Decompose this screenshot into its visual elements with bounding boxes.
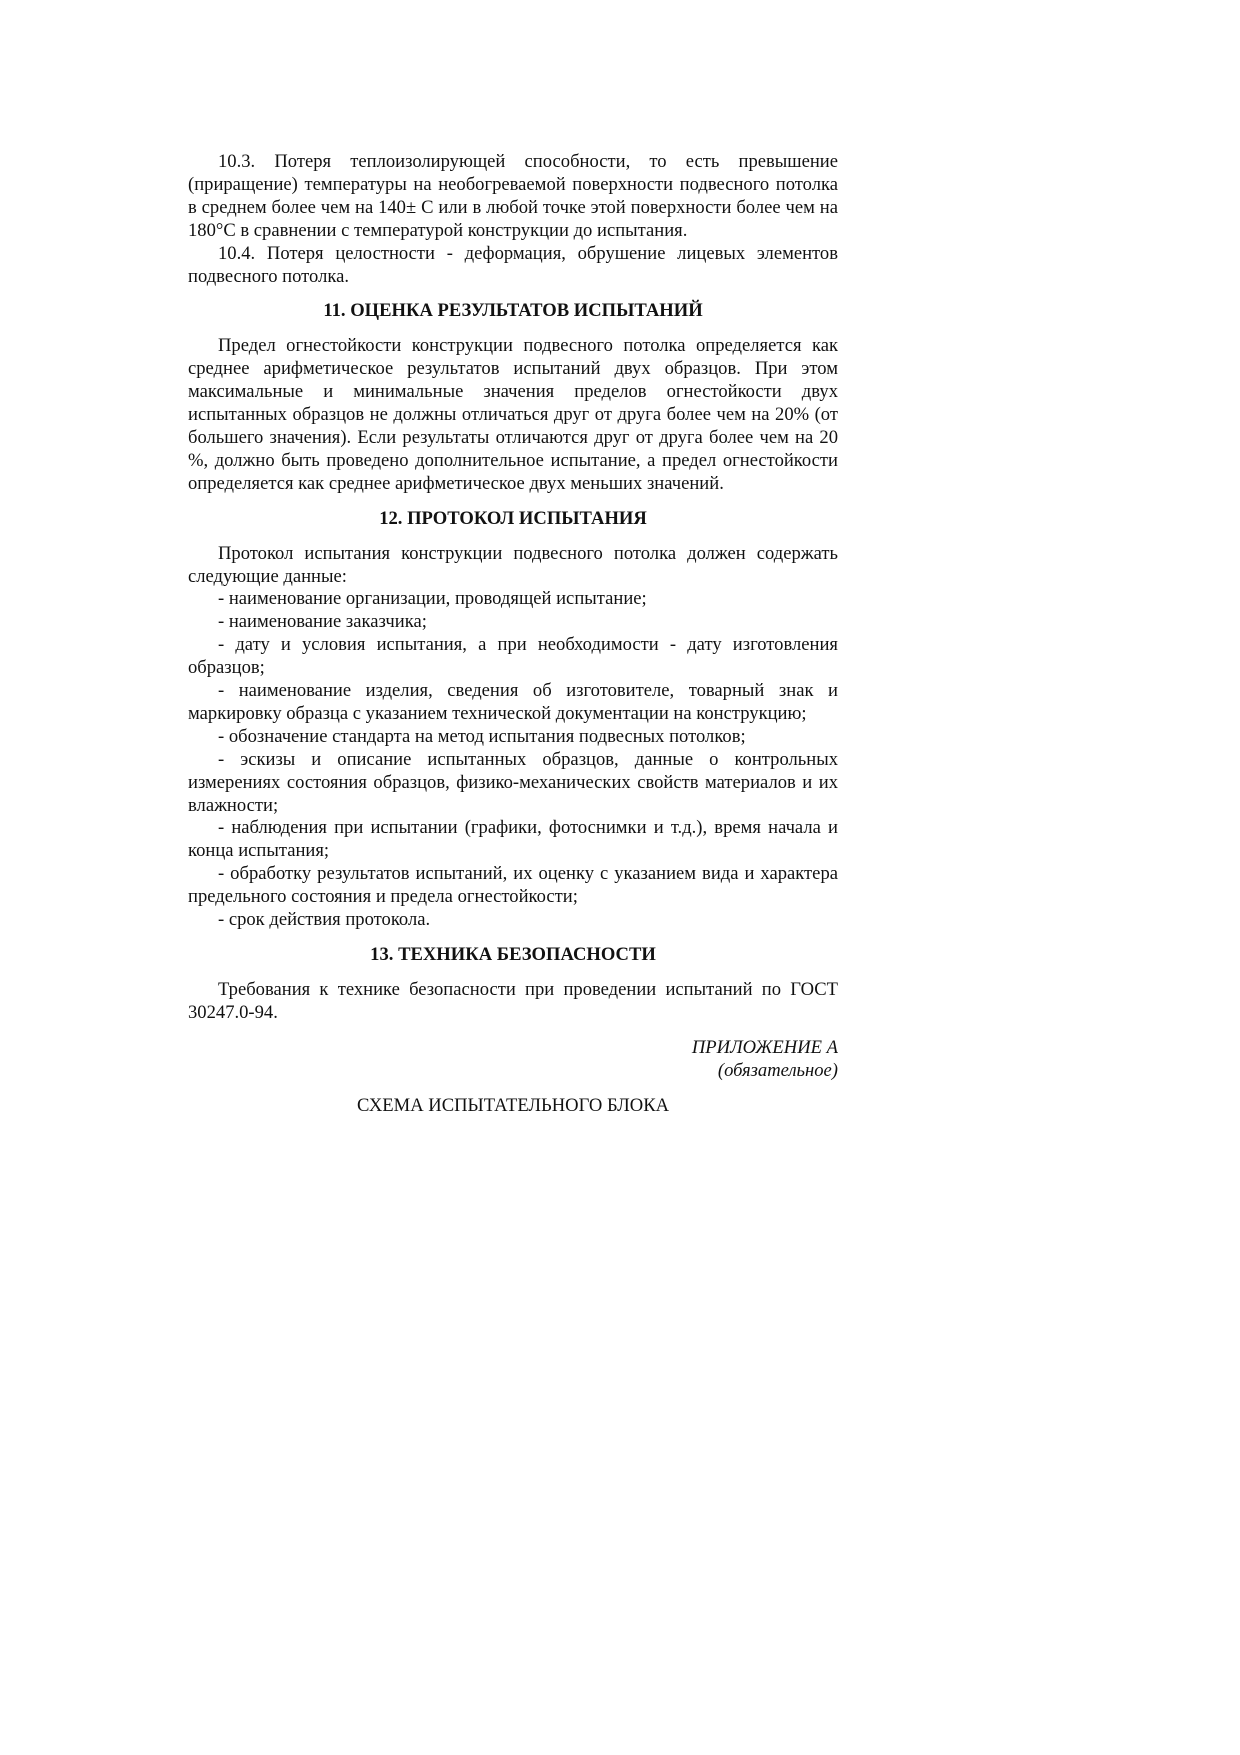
paragraph-10-3: 10.3. Потеря теплоизолирующей способности, то есть превышение (приращение) температуры на необогреваемой поверхности подвесного потолка в среднем более чем на 140± С или в любой точке этой поверхности более чем на 180°С в сравнении с температурой конструкции до испытания.: [188, 151, 838, 241]
protocol-item: - эскизы и описание испытанных образцов, данные о контрольных измерениях состояния образцов, физико-механических свойств материалов и их влажности;: [188, 748, 838, 816]
protocol-item: - дату и условия испытания, а при необходимости - дату изготовления образцов;: [188, 634, 838, 679]
protocol-item: - срок действия протокола.: [218, 909, 431, 931]
paragraph-10-4: 10.4. Потеря целостности - деформация, обрушение лицевых элементов подвесного потолка.: [188, 242, 838, 287]
appendix-label: ПРИЛОЖЕНИЕ А: [691, 1036, 838, 1058]
appendix-header: [188, 1037, 838, 1083]
document-page: [188, 151, 838, 1117]
section-11-text: Предел огнестойкости конструкции подвесного потолка определяется как среднее арифметическое результатов испытаний двух образцов. При этом максимальные и минимальные значения пределов огнестойкости двух испытанных образцов не должны отличаться друг от друга более чем на 20% (от большего значения). Если результаты отличаются друг от друга более чем на 20 %, должно быть проведено дополнительное испытание, а предел огнестойкости определяется как среднее арифметическое двух меньших значений.: [188, 335, 838, 494]
protocol-item: - наименование заказчика;: [218, 611, 427, 633]
section-12-intro: Протокол испытания конструкции подвесного потолка должен содержать следующие данные:: [188, 542, 838, 587]
protocol-item: - наблюдения при испытании (графики, фотоснимки и т.д.), время начала и конца испытания;: [188, 817, 838, 862]
protocol-item: - наименование изделия, сведения об изготовителе, товарный знак и маркировку образца с указанием технической документации на конструкцию;: [188, 680, 838, 724]
appendix-status: (обязательное): [717, 1059, 838, 1081]
section-11-title: 11. ОЦЕНКА РЕЗУЛЬТАТОВ ИСПЫТАНИЙ: [323, 300, 703, 322]
protocol-item: - обработку результатов испытаний, их оценку с указанием вида и характера предельного состояния и предела огнестойкости;: [188, 863, 838, 908]
appendix-title: СХЕМА ИСПЫТАТЕЛЬНОГО БЛОКА: [356, 1094, 670, 1116]
section-13-text: Требования к технике безопасности при проведении испытаний по ГОСТ 30247.0-94.: [188, 978, 838, 1023]
protocol-item: - обозначение стандарта на метод испытания подвесных потолков;: [218, 725, 746, 747]
section-12-title: 12. ПРОТОКОЛ ИСПЫТАНИЯ: [379, 507, 647, 529]
protocol-item: - наименование организации, проводящей испытание;: [218, 588, 647, 610]
section-13-title: 13. ТЕХНИКА БЕЗОПАСНОСТИ: [370, 944, 656, 965]
